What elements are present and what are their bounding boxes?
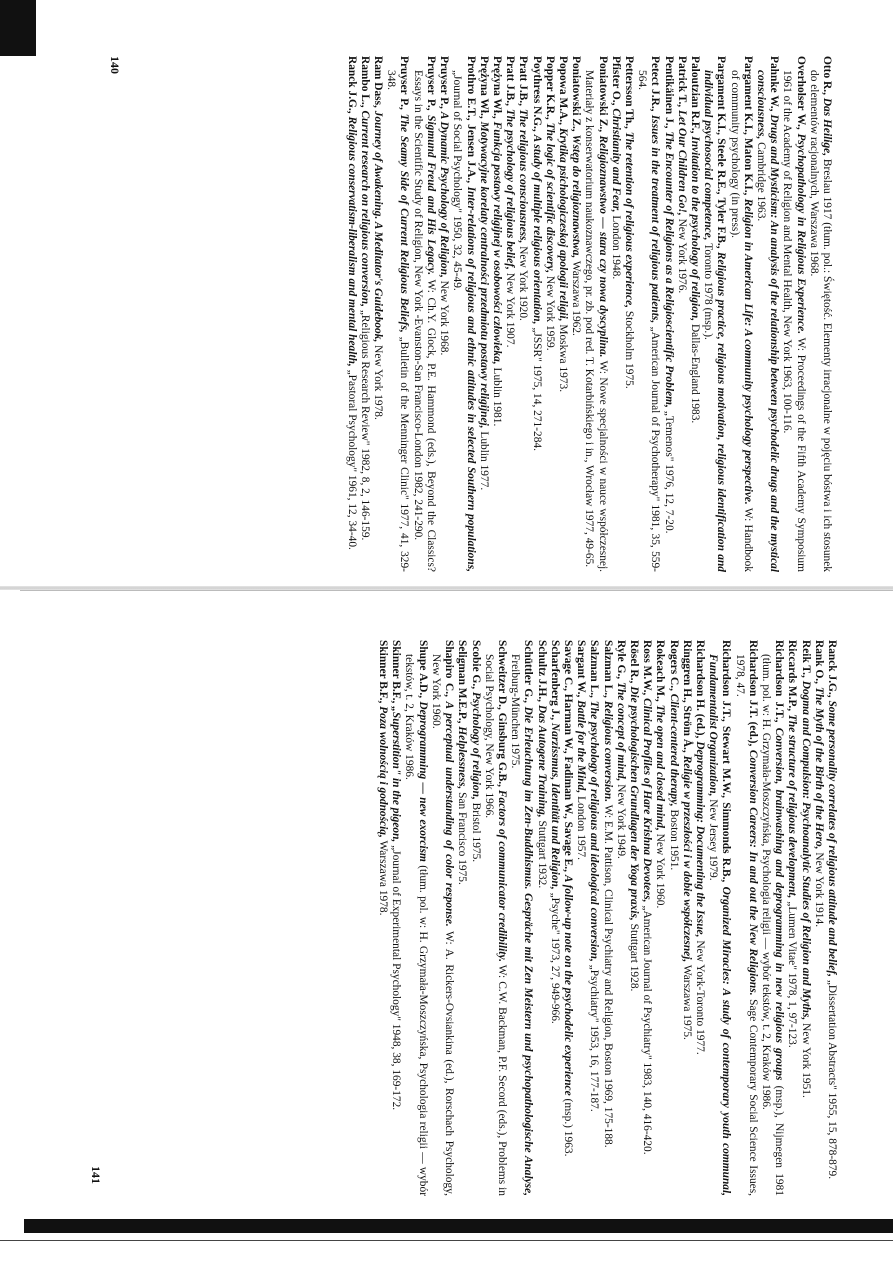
reference-entry [675,56,688,572]
reference-entry [543,56,556,572]
reference-title: Organized Miracles: A study of contemporary youth communal, Fundamentalist Organization, [707,654,733,1196]
reference-entry [503,56,516,572]
reference-title: The religious consciousness, [517,108,530,244]
reference-author: Pentikäinen J., [662,56,675,129]
reference-title: Religious conversion. [601,700,614,803]
reference-author: Otto R., [821,56,833,95]
reference-title: Client-centered therapy, [667,693,680,807]
reference-title: Wstęp do religioznawstwa, [570,134,583,259]
reference-title: Factors of communicator credibility. [495,789,508,962]
reference-author: Poythress N.G., [530,56,543,132]
reference-title: Funkcja postawy religijnej w osobowości człowieka, [490,121,503,365]
reference-details: Lublin 1981. [490,367,503,427]
reference-details: Warszawa 1975. [680,964,693,1040]
reference-details: Dallas-England 1983. [688,323,701,424]
scan-corner-mark [0,0,36,56]
reference-title: Religie w przeszłości i w dobie współczesnej, [680,755,693,963]
reference-author: Pratt J.B., [517,56,530,106]
reference-entry [384,56,410,572]
scan-edge-line [0,1240,893,1241]
reference-title: Die Erleuchtung im Zen-Buddhismus. Gespräche mit Zen Meistern und psychopathologische Analyse, [522,706,535,1197]
reference-details: „Psyche" 1973, 27, 949-966. [548,892,561,1024]
reference-entry [569,56,582,572]
reference-entry [468,640,481,1196]
reference-title: A study of multiple religious orientation, [530,134,543,325]
reference-entry [371,56,384,572]
reference-entry [376,640,389,1196]
reference-details: „JSSR" 1975, 14, 271-284. [530,327,543,451]
reference-title: Christianity and Fear, [609,108,622,213]
reference-author: Ringgren H., Ström Å., [680,640,693,753]
reference-details: New York 1949. [614,784,627,859]
reference-author: Richardson J.T., Stewart M.W., Simmonds R.B., [720,640,733,883]
reference-author: Sargant W., [575,640,588,698]
reference-details: „American Journal of Psychotherapy" 1981, 35, 559-564. [636,70,662,572]
reference-details: London 1957. [575,796,588,860]
reference-details: Lublin 1977. [477,431,490,491]
reference-author: Rösel R., [627,640,640,684]
reference-entry [508,640,534,1196]
reference-entry [389,640,402,1196]
reference-details: New Jersey 1979. [707,799,720,881]
reference-author: Savage C., Harman W., Fadiman W., Savage E., [561,640,574,872]
reference-title: Battle for the Mind, [575,700,588,794]
reference-entry [627,640,640,1196]
reference-entry [482,640,508,1196]
reference-author: Rokeach M., [654,640,667,702]
reference-author: Salzman L., [588,640,601,698]
reference-title: Issues in the treatment of religious patients, [649,114,662,324]
reference-entry [798,640,811,1196]
reference-entry [661,56,674,572]
reference-entry [785,640,798,1196]
reference-details: Stuttgart 1928. [627,923,640,992]
reference-details: Bristol 1975. [469,802,482,863]
reference-entry [600,640,613,1196]
reference-details: New York 1978. [372,345,385,420]
reference-title: Motywacyjne korelaty centralności przedmiotu postawy religijnej, [477,121,490,429]
left-reference-list [344,56,833,572]
reference-title: Current research on religious conversion, [358,110,371,307]
reference-entry [429,640,455,1196]
reference-author: Petect J.R., [649,56,662,112]
reference-details: W: E.M. Pattison, Clinical Psychiatry and Religion, Boston 1969, 175-188. [601,804,614,1148]
reference-details: Stuttgart 1932. [535,820,548,889]
reference-entry [688,56,701,572]
reference-author: Scharfenberg J., [548,640,561,721]
reference-details: Breslau 1917 (tłum. pol.: Świętość. Elementy irracjonalne w pojęciu bóstwa i ich stosunek do elementów racjonalnych, Warszawa 1968. [807,70,833,572]
page-number-left: 140 [108,56,122,74]
reference-title: A perceptual understanding of color response. [443,701,456,927]
reference-details: W: Proceedings of the Fifth Academy Symposium 1961 of the Academy of Religion and Mental Health, New York 1963, 100-116. [781,70,807,572]
reference-title: A follow-up note on the psychodelic experience [561,874,574,1096]
reference-author: Richardson J.T. (ed.), [746,640,759,747]
reference-details: Moskwa 1973. [556,324,569,393]
reference-title: Clinical Profiles of Hare Krishna Devotees, [641,698,654,903]
reference-entry [706,640,732,1196]
reference-title: The psychology of religious and ideological conversion, [588,700,601,962]
reference-entry [807,56,833,572]
reference-details: Warszawa 1962. [570,260,583,336]
reference-entry [825,640,838,1196]
reference-title: The logic of scientific discovery, [543,122,556,274]
reference-details: Stockholm 1975. [622,310,635,389]
reference-entry [587,640,600,1196]
reference-title: A Dynamic Psychology of Religion, [438,111,451,278]
reference-details: New York 1920. [517,246,530,321]
reference-author: Ram Dass, [372,56,385,108]
reference-author: Pahnke W., [768,56,781,112]
reference-title: Deprogramming — new exorcism [416,701,429,862]
reference-entry [561,640,574,1196]
reference-title: Die psychologischen Grundlagen der Yoga praxis, [627,686,640,921]
reference-entry [812,640,825,1196]
reference-details: New York 1959. [543,275,556,351]
reference-title: Sigmund Freud and His Legacy. [424,115,437,276]
reference-title: The open and closed mind, [654,704,667,831]
reference-entry [759,640,785,1196]
reference-author: Ross M.W., [641,640,654,696]
reference-entry [344,56,357,572]
reference-details: W: A. Rickers-Ovsiankina (ed.), Rorschach Psychology, New York 1960. [429,654,456,1196]
reference-details: New York 1951. [799,1023,812,1098]
page-number-right: 141 [89,1166,103,1184]
reference-entry [548,640,561,1196]
reference-details: Cambridge 1963. [754,142,767,222]
reference-title: Psychology of religion, [469,691,482,800]
reference-details: New York 1968. [438,280,451,356]
reference-title: Inter-relations of religious and ethnic attitudes in selected Southern populations, [464,186,477,572]
reference-details: (tłum. pol. w: H. Grzymała-Moszczyńska, Psychologia religii — wybór tekstów, t. 2, Kraków 1986. [403,654,429,1196]
reference-author: Schultz J.H., [535,640,548,703]
reference-title: Narzissmus, Identität und Religion, [548,722,561,890]
reference-title: Some personality correlates of religious attitude and belief, [826,700,838,977]
reference-title: Conversion Careers: In and out the New Religions. [746,749,759,996]
reference-title: „Superstition" in the pigeon, [390,706,403,843]
reference-details: W: Handbook of community psychology (in press). [728,70,754,572]
reference-details: (msp.) 1963. [561,1098,574,1157]
reference-title: The Myth of the Birth of the Hero, [812,686,825,850]
reference-author: Pargament K.I., Maton K.I., [741,56,754,196]
reference-details: New York 1976. [675,218,688,294]
reference-details: „Lumen Vitae" 1978, 1, 97-123. [786,901,799,1048]
reference-details: Freiburg-München 1975. [509,654,522,769]
reference-details: London 1948. [609,215,622,280]
reference-title: Das Heilige, [821,97,833,157]
reference-entry [556,56,569,572]
reference-author: Prężyna Wł., [490,56,503,119]
reference-entry [402,640,428,1196]
reference-entry [666,640,679,1196]
reference-author: Pfister O., [609,56,622,106]
reference-entry [455,640,468,1196]
reference-title: Religious conservatism-liberalism and mental health, [345,116,358,367]
reference-entry [411,56,437,572]
reference-author: Pruyser P., [438,56,451,109]
reference-author: Shupe A.D., [416,640,429,699]
reference-author: Pargament K.I., Steele R.E., Tyler F.B., [715,56,728,249]
reference-title: Krytika psichologiczeskoj apologii religii, [556,127,569,322]
reference-entry [727,56,753,572]
reference-entry [732,640,758,1196]
reference-entry [640,640,653,1196]
reference-author: Overholser W., [794,56,807,130]
reference-author: Pettersson Th., [622,56,635,129]
reference-details: „Journal of Social Psychology" 1950, 32, 45-49. [451,70,464,291]
reference-details: New York 1960. [654,833,667,909]
reference-author: Prothro E.T., Jensen J.A., [464,56,477,184]
reference-title: The concept of mind, [614,682,627,782]
reference-details: „American Journal of Psychiatry" 1983, 140, 416-420. [641,905,654,1155]
reference-title: The Encounter of Religions as a Religioscientific Problem, [662,131,675,408]
reference-details: „Religious Research Review" 1982, 8, 2, 146-159. [358,309,371,541]
reference-entry [653,640,666,1196]
reference-title: Drugs and Mysticism: An analysis of the relationship between psychodelic drugs and the mystical consciousness, [754,70,781,572]
reference-author: Poniatowski Z., [570,56,583,132]
reference-title: Conversion, brainwashing and deprogramming in new religious groups [773,727,786,1081]
reference-details: Toronto 1978 (msp.). [702,243,715,340]
reference-author: Rambo L., [358,56,371,108]
reference-entry [614,640,627,1196]
reference-entry [450,56,476,572]
reference-details: Boston 1951. [667,809,680,871]
reference-author: Paloutzian R.F., [688,56,701,134]
reference-author: Riccards M.P., [786,640,799,712]
reference-author: Scobie G., [469,640,482,690]
reference-details: „Psychiatry" 1953, 16, 177-187. [588,964,601,1112]
reference-author: Seligman M.E.P., [456,640,469,724]
reference-title: The structure of religious development, [786,713,799,899]
reference-details: (msp.), Nijmegen 1981 (tłum. pol. w: H. Grzymała-Moszczyńska, Psychologia religii — wybór tekstów, t. 2, Kraków 1986. [759,654,786,1196]
reference-author: Ranck J.G., [826,640,838,698]
reference-details: Sage Contemporary Social Science Issues, 1978, 47. [733,654,759,1196]
reference-title: Dogma and Compulsion: Psychoanalytic Studies of Religion and Myths, [799,680,812,1021]
reference-author: Shapiro C., [443,640,456,697]
reference-entry [534,640,547,1196]
reference-author: Salzman L., [601,640,614,698]
reference-details: San Francisco 1975. [456,792,469,885]
reference-author: Patrick T., [675,56,688,108]
reference-author: Rank O., [812,640,825,684]
scan-edge-bar [24,1219,893,1233]
right-reference-list [376,640,838,1196]
reference-entry [609,56,622,572]
reference-details: „Dissertation Abstracts" 1955, 15, 878-879. [826,979,838,1180]
reference-title: Let Our Children Go!, [675,110,688,216]
reference-author: Richardson H. (ed.), [693,640,706,739]
reference-title: Religion in American Life: A community psychology perspective. [741,198,754,505]
reference-details: „Temenos" 1976, 12, 7-20. [662,410,675,534]
reference-entry [582,56,608,572]
reference-details: New York-Toronto 1977. [693,940,706,1055]
reference-details: „Journal of Experimental Psychology" 1948, 38, 169-172. [390,845,403,1111]
reference-author: Schweitzer D., Ginsburg G.B., [495,640,508,787]
reference-author: Richardson J.T., [773,640,786,723]
reference-entry [693,640,706,1196]
reference-title: Das Autogene Training, [535,704,548,818]
reference-author: Reik T., [799,640,812,678]
gutter-line [20,590,893,591]
left-page [93,56,833,572]
reference-title: Journey of Awakening. A Meditator's Guidebook, [372,110,385,343]
reference-details: W: Ch.Y. Glock, P.E. Hammond (eds.), Beyond the Classics? Essays in the Scientific Study of Religion, New York -Evanston-San Francisco-London 1982, 241-290. [411,70,437,572]
reference-entry [477,56,490,572]
reference-details: Warszawa 1978. [377,840,390,916]
reference-details: W: C.W. Backman, P.F. Secord (eds.), Problems in Social Psychology, New York 1966. [482,654,508,1196]
reference-entry [437,56,450,572]
reference-author: Prężyna Wł., [477,56,490,119]
reference-entry [574,640,587,1196]
reference-entry [358,56,371,572]
reference-entry [529,56,542,572]
right-page [48,640,838,1196]
reference-entry [490,56,503,572]
reference-details: New York 1914. [812,852,825,928]
reference-author: Ranck J.G., [345,56,358,114]
reference-author: Ryle G., [614,640,627,680]
reference-title: Psychopathology in Religious Experience. [794,133,807,335]
reference-author: Popowa M.A., [556,56,569,125]
reference-title: Religious practice, religious motivation, religious identification and individual psychosocial competence, [702,70,728,572]
reference-details: „Bulletin of the Menninger Clinic" 1977, 41, 329-348. [385,70,411,572]
reference-entry [516,56,529,572]
reference-author: Rogers C., [667,640,680,691]
reference-author: Popper K.R., [543,56,556,120]
reference-details: New York 1907. [504,272,517,348]
reference-title: Deprogramming: Documenting the Issue, [693,741,706,938]
reference-title: The retention of religious experience, [622,131,635,308]
reference-entry [701,56,727,572]
reference-entry [635,56,661,572]
reference-title: Poza wolnością i godnością, [377,706,390,838]
reference-details: W: Nowe specjalności w nauce współczesnej. Materiały z konserwatorium naukoznawczego, pr. zb. pod red. T. Kotarbińskiego i in., Wrocław 1977, 49-65. [583,70,609,572]
reference-author: Skinner B.F., [390,640,403,704]
reference-entry [680,640,693,1196]
reference-title: The Seamy Side of Current Religious Beliefs, [398,113,411,333]
reference-author: Schüttler G., [522,640,535,703]
reference-title: Helplessness, [456,726,469,790]
reference-title: Invitation to the psychology of religion, [688,136,701,322]
reference-entry [754,56,780,572]
reference-entry [622,56,635,572]
reference-author: Pratt J.B., [504,56,517,106]
reference-entry [780,56,806,572]
reference-author: Pruyser P., [398,56,411,110]
reference-title: The psychology of religious belief, [504,108,517,270]
reference-author: Pruyser P., [424,56,437,111]
reference-author: Skinner B.F., [377,640,390,704]
reference-title: Religioznawstwo — stara czy nowa dyscyplina. [596,135,609,358]
reference-author: Poniatowski Z., [596,56,609,133]
reference-details: „Pastoral Psychology" 1961, 12, 34-40. [345,369,358,550]
